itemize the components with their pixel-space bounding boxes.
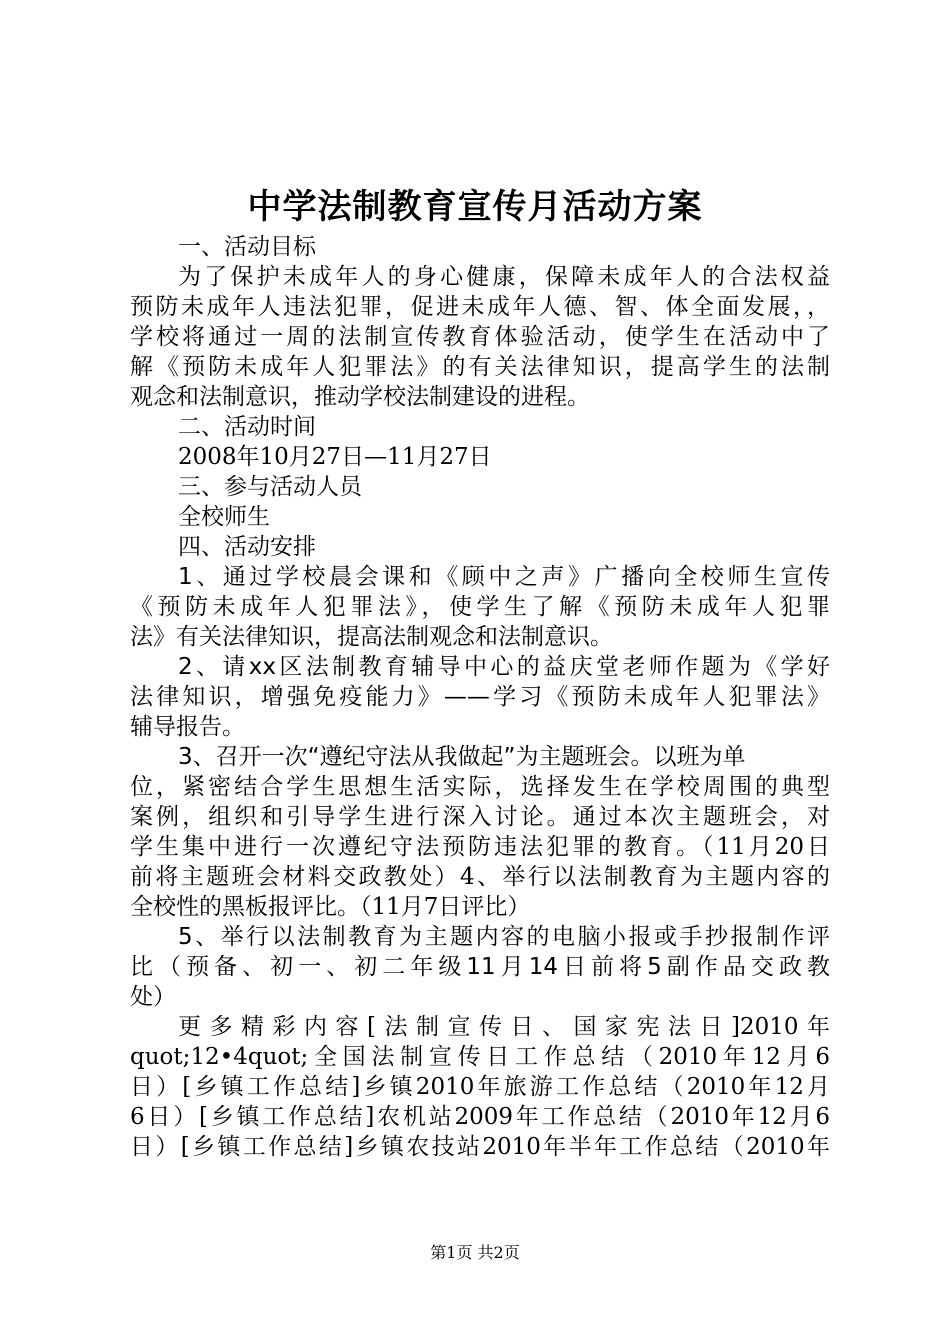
paragraph-line: 观念和法制意识，推动学校法制建设的进程。 <box>130 384 590 410</box>
item-5-line: 5、举行以法制教育为主题内容的电脑小报或手抄报制作评 <box>178 924 830 950</box>
item-3-first-line <box>130 742 830 772</box>
item-3-line: 学生集中进行一次遵纪守法预防违法犯罪的教育。（11月20日 <box>130 834 830 860</box>
item-3-line: 前将主题班会材料交政教处）4、举行以法制教育为主题内容的 <box>130 864 830 890</box>
item-2-line: 2、请xx区法制教育辅导中心的益庆堂老师作题为《学好 <box>178 654 830 680</box>
item-2-line: 法律知识，增强免疫能力》——学习《预防未成年人犯罪法》 <box>130 684 830 710</box>
paragraph-line: 预防未成年人违法犯罪，促进未成年人德、智、体全面发展，， <box>130 294 830 320</box>
page-indicator: 第1页 共2页 <box>430 1243 520 1262</box>
item-3-line: 位，紧密结合学生思想生活实际，选择发生在学校周围的典型 <box>130 774 830 800</box>
item-3-text: 以班为单 <box>653 744 746 770</box>
paragraph-line: 解《预防未成年人犯罪法》的有关法律知识，提高学生的法制 <box>130 354 830 380</box>
participants-text: 全校师生 <box>178 504 270 530</box>
item-3-heading: 3、召开一次“遵纪守法从我做起”为主题班会。 <box>178 744 654 770</box>
item-5-line: 处） <box>130 984 176 1010</box>
more-content-line: 6日）[乡镇工作总结]农机站2009年工作总结（2010年12月6 <box>130 1104 830 1130</box>
document-title: 中学法制教育宣传月活动方案 <box>247 187 703 227</box>
more-content-line: 更多精彩内容[法制宣传日、国家宪法日]2010年 <box>178 1014 830 1040</box>
section-heading-time: 二、活动时间 <box>178 414 316 440</box>
more-content-line: 日）[乡镇工作总结]乡镇2010年旅游工作总结（2010年12月 <box>130 1074 830 1100</box>
paragraph-line: 学校将通过一周的法制宣传教育体验活动，使学生在活动中了 <box>130 324 830 350</box>
item-2-line: 辅导报告。 <box>130 714 245 740</box>
item-3-line: 全校性的黑板报评比。（11月7日评比） <box>130 894 531 920</box>
section-heading-goal: 一、活动目标 <box>178 234 316 260</box>
document-body <box>130 232 830 1162</box>
item-3-line: 案例，组织和引导学生进行深入讨论。通过本次主题班会，对 <box>130 804 830 830</box>
item-5-line: 比（预备、初一、初二年级11月14日前将5副作品交政教 <box>130 954 830 980</box>
section-heading-arrangement: 四、活动安排 <box>178 534 316 560</box>
item-1-line: 1、通过学校晨会课和《顾中之声》广播向全校师生宣传 <box>178 564 830 590</box>
item-1-line: 法》有关法律知识，提高法制观念和法制意识。 <box>130 624 613 650</box>
section-heading-participants: 三、参与活动人员 <box>178 474 362 500</box>
more-content-line: quot;12•4quot;全国法制宣传日工作总结（2010年12月6 <box>130 1044 830 1070</box>
paragraph-line: 为了保护未成年人的身心健康，保障未成年人的合法权益 <box>178 264 830 290</box>
item-1-line: 《预防未成年人犯罪法》，使学生了解《预防未成年人犯罪 <box>130 594 830 620</box>
activity-time-text: 2008年10月27日—11月27日 <box>178 444 492 470</box>
more-content-line: 日）[乡镇工作总结]乡镇农技站2010年半年工作总结（2010年 <box>130 1134 830 1160</box>
